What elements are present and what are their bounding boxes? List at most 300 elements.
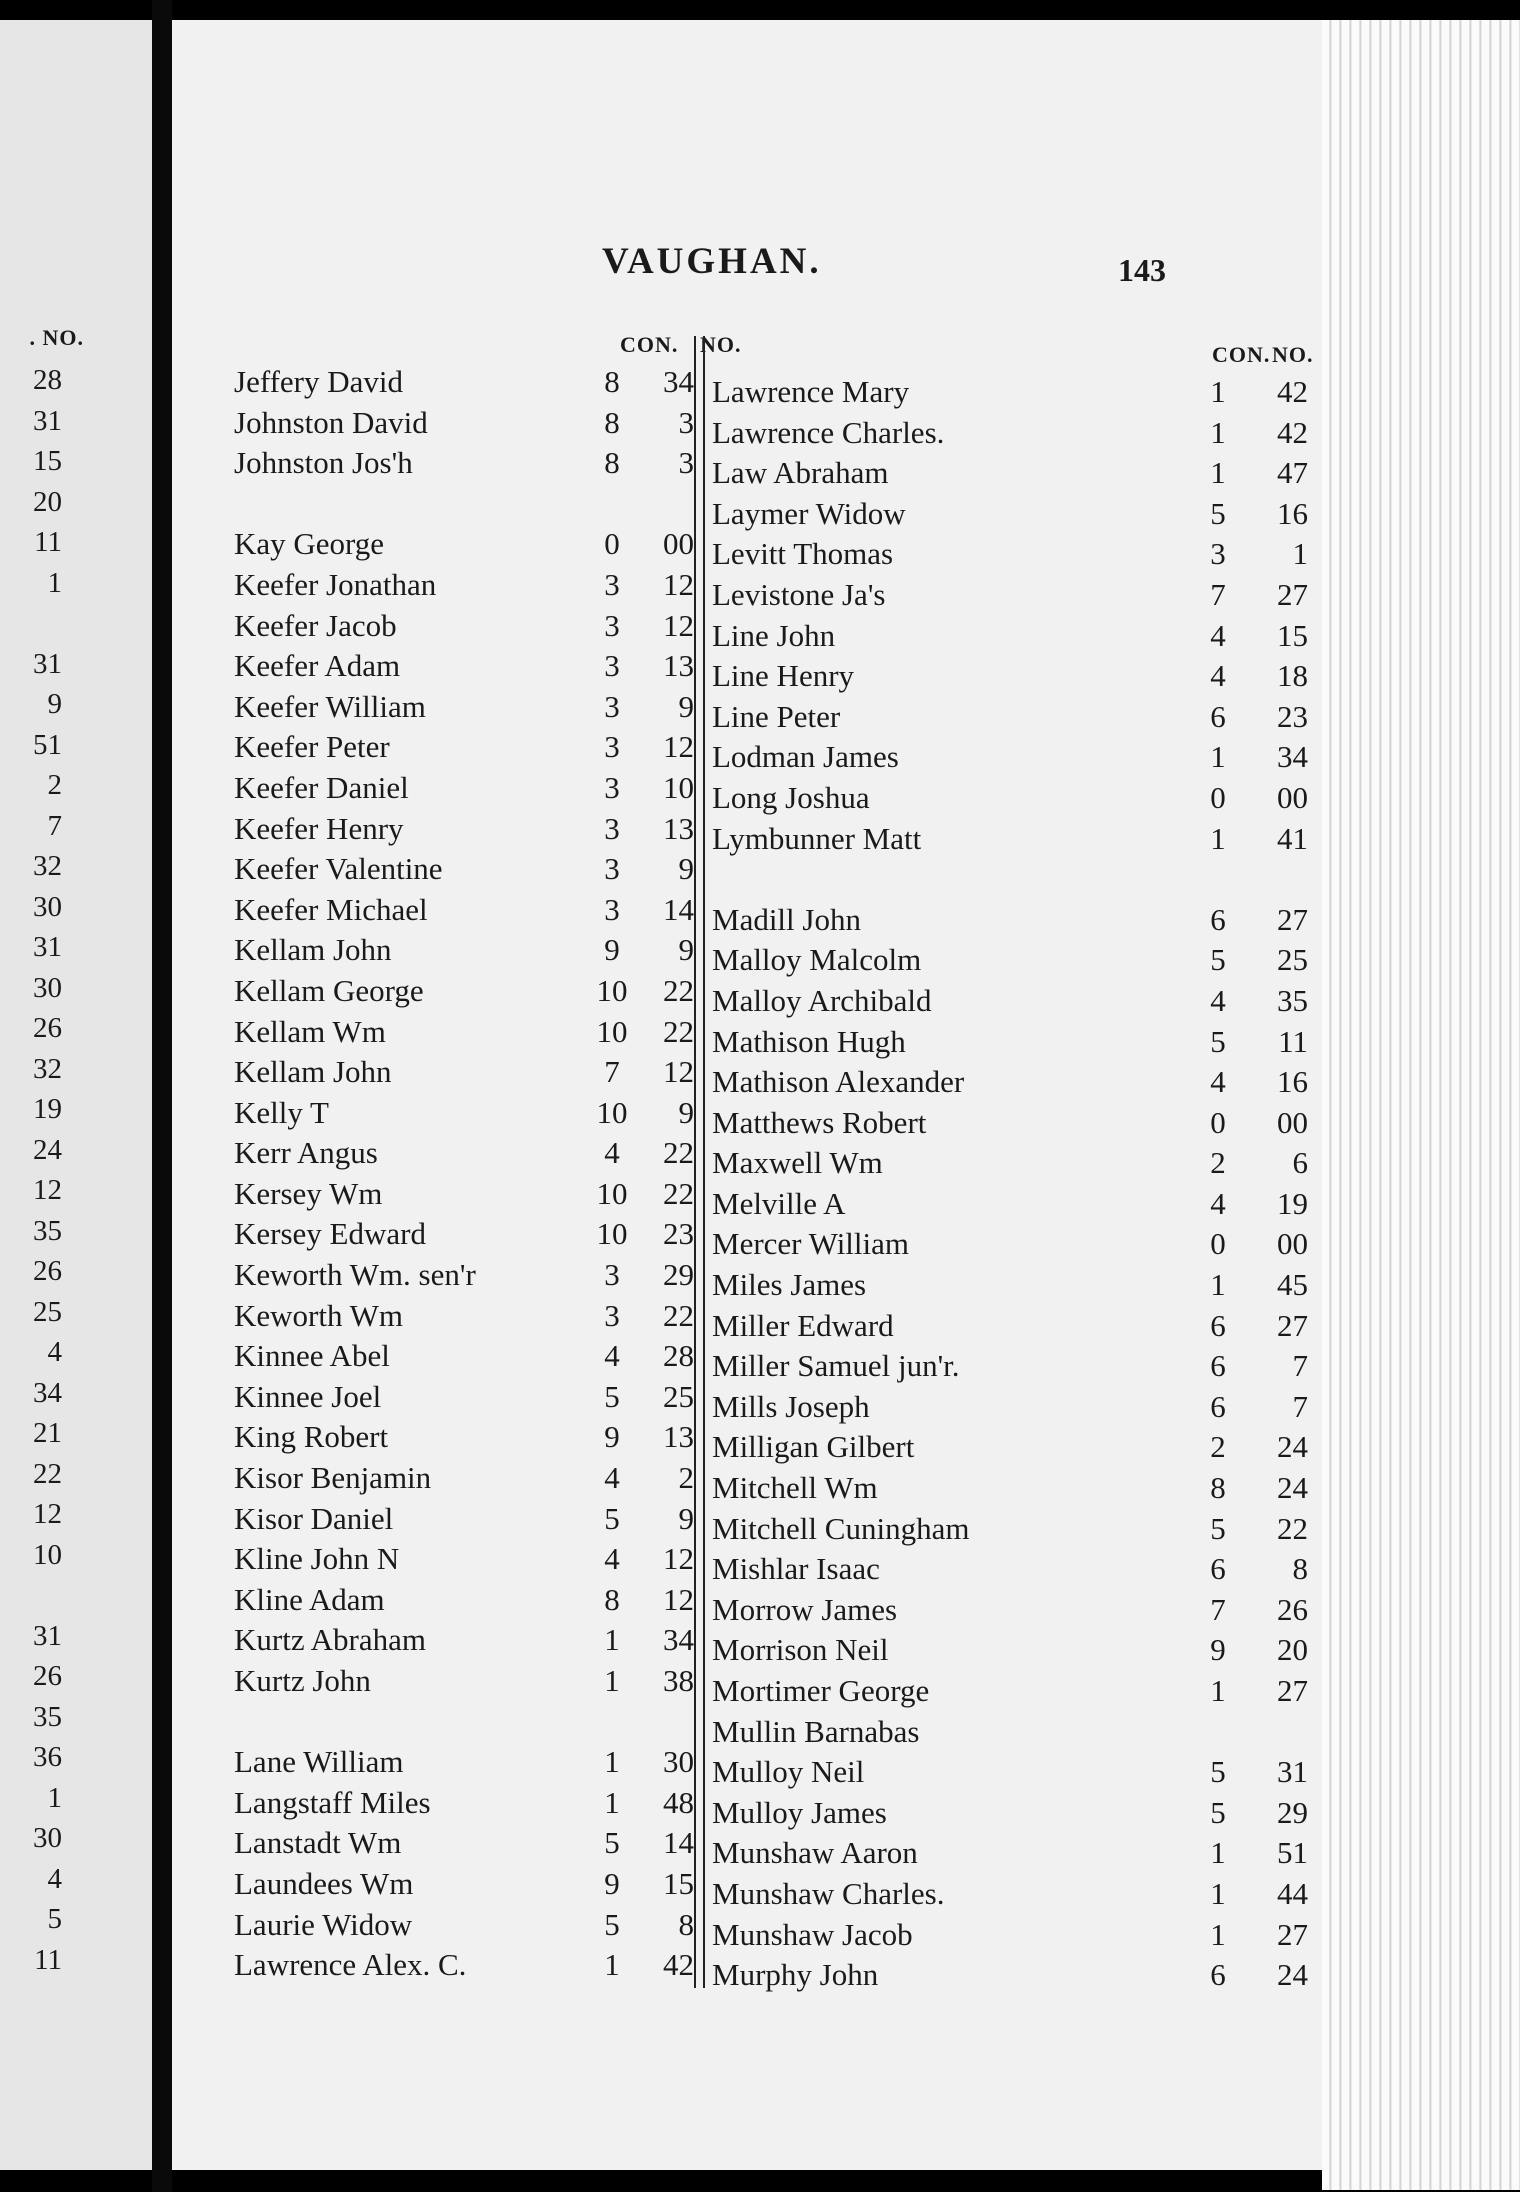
entry-no: 24	[1277, 1429, 1308, 1465]
entry-no: 12	[663, 566, 694, 602]
entry-no: 14	[663, 1825, 694, 1861]
list-item	[712, 1346, 1308, 1387]
entry-con: 3	[604, 729, 620, 765]
entry-name: Kline Adam	[234, 1581, 385, 1617]
list-item	[234, 1905, 744, 1946]
entry-no: 27	[1277, 901, 1308, 937]
entry-name: Miller Edward	[712, 1307, 894, 1343]
entry-name: Murphy John	[712, 1957, 879, 1993]
entry-name: Keefer Henry	[234, 810, 404, 846]
entry-no: 16	[1277, 495, 1308, 531]
list-item	[712, 778, 1308, 819]
entry-con: 4	[604, 1541, 620, 1577]
entry-con: 3	[604, 566, 620, 602]
entry-con: 10	[596, 972, 628, 1008]
entry-no: 42	[1277, 374, 1308, 409]
entry-no: 27	[1277, 576, 1308, 612]
list-item	[712, 656, 1308, 697]
entry-con: 5	[1210, 495, 1226, 531]
entry-con: 0	[604, 526, 620, 562]
entry-no: 3	[678, 404, 694, 440]
list-item	[234, 565, 744, 606]
list-item	[712, 1022, 1308, 1063]
list-item	[234, 1702, 744, 1743]
facing-page-number: 34	[33, 1376, 62, 1409]
page	[172, 20, 1322, 2170]
entry-con: 2	[1210, 1429, 1226, 1465]
list-item	[234, 971, 744, 1012]
list-item	[234, 1458, 744, 1499]
entry-name: Keefer Michael	[234, 891, 428, 927]
facing-page-number: 25	[33, 1295, 62, 1328]
facing-page-number: 7	[47, 809, 62, 842]
entry-name: Kellam Wm	[234, 1013, 386, 1049]
entry-con: 9	[1210, 1632, 1226, 1668]
entry-name: Kurtz John	[234, 1663, 371, 1698]
facing-page-fragment	[0, 20, 152, 2170]
list-item	[712, 1103, 1308, 1144]
entry-con: 3	[604, 810, 620, 846]
list-item	[712, 1387, 1308, 1428]
entry-name: Lawrence Charles.	[712, 414, 945, 450]
list-item	[712, 1793, 1308, 1834]
facing-page-number: 2	[47, 769, 62, 801]
entry-name: Keefer Daniel	[234, 769, 409, 805]
facing-page-number: 35	[33, 1214, 62, 1247]
entry-con: 3	[604, 648, 620, 684]
entry-con: 5	[604, 1500, 620, 1536]
facing-page-number: 31	[33, 404, 62, 437]
entry-con: 0	[1210, 1104, 1226, 1140]
list-item	[234, 1214, 744, 1255]
entry-con: 9	[604, 1865, 620, 1901]
entry-name: Miller Samuel jun'r.	[712, 1348, 960, 1384]
entry-con: 10	[596, 1216, 628, 1252]
entry-name: Madill John	[712, 901, 861, 937]
entry-no: 22	[1277, 1510, 1308, 1546]
column-rule	[694, 336, 705, 1988]
entry-no: 12	[663, 1054, 694, 1090]
entry-con: 1	[604, 1947, 620, 1983]
entry-name: Keefer Peter	[234, 729, 390, 765]
entry-no: 15	[663, 1865, 694, 1901]
entry-con: 1	[1210, 1267, 1226, 1303]
entry-con: 3	[604, 851, 620, 887]
entry-no: 22	[663, 1135, 694, 1171]
entry-con: 6	[1210, 1388, 1226, 1424]
entry-name: Laundees Wm	[234, 1865, 414, 1901]
entry-con: 5	[604, 1378, 620, 1414]
list-item	[712, 453, 1308, 494]
list-item	[234, 768, 744, 809]
entry-no: 22	[663, 972, 694, 1008]
entry-name: Keefer Jacob	[234, 607, 397, 643]
entry-name: Levitt Thomas	[712, 536, 894, 572]
entry-con: 8	[604, 445, 620, 481]
list-item	[234, 1783, 744, 1824]
entry-con: 5	[1210, 942, 1226, 978]
list-item	[234, 687, 744, 728]
entry-name: Munshaw Aaron	[712, 1835, 918, 1871]
facing-page-number: 5	[47, 1903, 62, 1935]
running-head: VAUGHAN.	[602, 241, 822, 282]
entry-name: Lawrence Alex. C.	[234, 1947, 467, 1983]
list-item	[234, 1052, 744, 1093]
facing-page-number: 31	[33, 1619, 62, 1652]
entry-no: 41	[1277, 820, 1308, 856]
entry-con: 3	[604, 1257, 620, 1293]
entry-con: 3	[604, 1297, 620, 1333]
facing-page-numbers	[0, 360, 62, 1980]
list-item	[234, 606, 744, 647]
facing-page-number: 30	[33, 971, 62, 1004]
right-entries	[712, 372, 1308, 1996]
list-item	[712, 1265, 1308, 1306]
list-item	[712, 1833, 1308, 1874]
no-header: NO.	[700, 332, 742, 357]
list-item	[234, 403, 744, 444]
entry-con: 6	[1210, 901, 1226, 937]
entry-no: 23	[663, 1216, 694, 1252]
entry-no: 9	[678, 932, 694, 968]
list-item	[234, 1174, 744, 1215]
entry-no: 6	[1292, 1145, 1308, 1181]
entry-no: 22	[663, 1013, 694, 1049]
entry-con: 5	[1210, 1794, 1226, 1830]
entry-name: Keefer Jonathan	[234, 566, 437, 602]
entry-no: 9	[678, 688, 694, 724]
list-item	[234, 1864, 744, 1905]
entry-no: 12	[663, 607, 694, 643]
entry-no: 12	[663, 729, 694, 765]
left-entries	[234, 362, 744, 1986]
list-item	[234, 1661, 744, 1702]
entry-con: 1	[1210, 374, 1226, 409]
entry-con: 1	[604, 1663, 620, 1698]
list-item	[234, 809, 744, 850]
list-item	[712, 1062, 1308, 1103]
entry-name: Keworth Wm	[234, 1297, 404, 1333]
entry-con: 5	[604, 1825, 620, 1861]
entry-name: Mercer William	[712, 1226, 910, 1262]
entry-name: Lawrence Mary	[712, 374, 910, 409]
list-item	[234, 443, 744, 484]
entry-name: Kellam John	[234, 932, 392, 968]
entry-no: 27	[1277, 1916, 1308, 1952]
list-item	[712, 1427, 1308, 1468]
list-item	[234, 890, 744, 931]
list-item	[712, 900, 1308, 941]
entry-no: 29	[1277, 1794, 1308, 1830]
right-column	[712, 342, 1314, 1996]
entry-no: 3	[678, 445, 694, 481]
entry-no: 23	[1277, 698, 1308, 734]
entry-con: 7	[1210, 576, 1226, 612]
list-item	[234, 930, 744, 971]
entry-name: Lanstadt Wm	[234, 1825, 402, 1861]
entry-no: 29	[663, 1257, 694, 1293]
entry-no: 12	[663, 1581, 694, 1617]
entry-name: Laymer Widow	[712, 495, 906, 531]
facing-page-number: 31	[33, 647, 62, 680]
facing-page-number	[0, 1575, 62, 1616]
entry-name: Mishlar Isaac	[712, 1551, 880, 1587]
list-item	[234, 362, 744, 403]
list-item	[234, 1377, 744, 1418]
entry-name: Morrow James	[712, 1591, 898, 1627]
entry-no: 24	[1277, 1957, 1308, 1993]
entry-con: 9	[604, 1419, 620, 1455]
con-header: CON.	[1212, 342, 1271, 367]
facing-page-number: 30	[33, 890, 62, 923]
entry-con: 1	[1210, 414, 1226, 450]
page-number: 143	[1118, 252, 1166, 288]
entry-no: 11	[1278, 1023, 1308, 1059]
entry-name: Mullin Barnabas	[712, 1713, 920, 1749]
entry-name: King Robert	[234, 1419, 389, 1455]
left-column-header	[234, 332, 744, 362]
list-item	[234, 1823, 744, 1864]
entry-con: 1	[1210, 1673, 1226, 1708]
entry-con: 10	[596, 1175, 628, 1211]
entry-name: Milligan Gilbert	[712, 1429, 915, 1465]
entry-no: 00	[1277, 1104, 1308, 1140]
entry-name: Levistone Ja's	[712, 576, 886, 612]
list-item	[712, 1590, 1308, 1631]
entry-con: 5	[1210, 1023, 1226, 1059]
facing-page-number: 12	[33, 1498, 62, 1530]
facing-page-number: 4	[47, 1862, 62, 1895]
entry-no: 15	[1277, 617, 1308, 653]
entry-con: 4	[1210, 617, 1226, 653]
entry-name: Kersey Edward	[234, 1216, 426, 1252]
entry-con: 4	[604, 1135, 620, 1171]
list-item	[712, 859, 1252, 900]
entry-name: Maxwell Wm	[712, 1145, 883, 1181]
list-item	[712, 1955, 1308, 1996]
entry-con: 4	[1210, 1185, 1226, 1221]
entry-name: Kerr Angus	[234, 1135, 378, 1171]
entry-name: Miles James	[712, 1267, 867, 1303]
entry-con: 0	[1210, 1226, 1226, 1262]
entry-con: 0	[1210, 779, 1226, 815]
facing-page-number: 11	[34, 1943, 62, 1976]
entry-no: 24	[1277, 1470, 1308, 1506]
facing-page-number: 26	[33, 1012, 62, 1044]
entry-no: 25	[663, 1378, 694, 1414]
left-column	[234, 332, 744, 1986]
entry-no: 19	[1277, 1185, 1308, 1221]
entry-name: Lodman James	[712, 739, 899, 775]
facing-page-number: 20	[33, 485, 62, 518]
entry-name: Matthews Robert	[712, 1104, 927, 1140]
entry-name: Munshaw Charles.	[712, 1875, 945, 1911]
entry-con: 4	[1210, 658, 1226, 694]
entry-no: 28	[663, 1338, 694, 1374]
facing-page-number: 36	[33, 1741, 62, 1773]
list-item	[712, 697, 1308, 738]
entry-con: 1	[604, 1744, 620, 1780]
entry-name: Mulloy James	[712, 1794, 887, 1830]
right-column-header	[712, 342, 1314, 372]
entry-no: 13	[663, 648, 694, 684]
entry-con: 1	[1210, 739, 1226, 775]
entry-con: 4	[604, 1338, 620, 1374]
entry-no: 44	[1277, 1875, 1308, 1911]
list-item	[712, 1143, 1308, 1184]
page-edges	[1322, 20, 1520, 2190]
entry-name: Kersey Wm	[234, 1175, 383, 1211]
entry-no: 13	[663, 810, 694, 846]
entry-con: 6	[1210, 1348, 1226, 1384]
list-item	[712, 1671, 1308, 1712]
entry-con: 1	[604, 1622, 620, 1658]
facing-page-number: 32	[33, 850, 62, 882]
list-item	[712, 616, 1308, 657]
entry-no: 16	[1277, 1064, 1308, 1100]
list-item	[234, 646, 744, 687]
entry-name: Langstaff Miles	[234, 1784, 431, 1820]
entry-no: 26	[1277, 1591, 1308, 1627]
entry-name: Kisor Benjamin	[234, 1460, 432, 1496]
entry-no: 34	[663, 1622, 694, 1658]
entry-name: Munshaw Jacob	[712, 1916, 913, 1952]
list-item	[712, 981, 1308, 1022]
entry-con: 5	[1210, 1510, 1226, 1546]
list-item	[712, 1184, 1308, 1225]
list-item	[234, 1742, 744, 1783]
list-item	[712, 940, 1308, 981]
entry-name: Melville A	[712, 1185, 846, 1221]
entry-name: Keefer William	[234, 688, 426, 724]
entry-con: 8	[1210, 1470, 1226, 1506]
entry-name: Law Abraham	[712, 455, 889, 491]
entry-con: 6	[1210, 1307, 1226, 1343]
facing-page-number: 28	[33, 364, 62, 396]
list-item	[712, 494, 1308, 535]
entry-con: 3	[604, 607, 620, 643]
list-item	[712, 534, 1308, 575]
entry-name: Mathison Hugh	[712, 1023, 906, 1059]
entry-con: 5	[1210, 1754, 1226, 1790]
facing-page-number: 51	[33, 728, 62, 761]
entry-con: 1	[1210, 1916, 1226, 1952]
list-item	[712, 1752, 1308, 1793]
facing-page-number: 4	[47, 1336, 62, 1368]
entry-no: 27	[1277, 1307, 1308, 1343]
entry-no: 22	[663, 1297, 694, 1333]
list-item	[712, 1468, 1308, 1509]
facing-page-number: 9	[47, 688, 62, 720]
entry-name: Mortimer George	[712, 1673, 930, 1708]
entry-name: Malloy Malcolm	[712, 942, 922, 978]
entry-name: Line Henry	[712, 658, 855, 694]
entry-con: 7	[604, 1054, 620, 1090]
facing-page-number: 30	[33, 1822, 62, 1854]
entry-con: 1	[1210, 455, 1226, 491]
entry-no: 25	[1277, 942, 1308, 978]
entry-no: 47	[1277, 455, 1308, 491]
list-item	[712, 1549, 1308, 1590]
entry-con: 5	[604, 1906, 620, 1942]
list-item	[712, 372, 1308, 413]
entry-no: 51	[1277, 1835, 1308, 1871]
list-item	[234, 1012, 744, 1053]
entry-name: Line John	[712, 617, 836, 653]
entry-name: Jeffery David	[234, 364, 404, 399]
entry-con: 3	[604, 769, 620, 805]
facing-page-number: 1	[47, 1781, 62, 1814]
entry-name: Lane William	[234, 1744, 404, 1780]
entry-no: 7	[1292, 1348, 1308, 1384]
facing-page-number: 22	[33, 1457, 62, 1490]
list-item	[712, 1509, 1308, 1550]
con-header: CON.	[620, 332, 679, 357]
entry-no: 9	[678, 851, 694, 887]
entry-name: Kellam George	[234, 972, 424, 1008]
entry-no: 22	[663, 1175, 694, 1211]
facing-page-number: 11	[34, 526, 62, 558]
entry-no: 48	[663, 1784, 694, 1820]
list-item	[712, 1630, 1308, 1671]
entry-name: Mitchell Cuningham	[712, 1510, 970, 1546]
list-item	[712, 819, 1308, 860]
entry-no: 7	[1292, 1388, 1308, 1424]
entry-con: 6	[1210, 1551, 1226, 1587]
entry-no: 14	[663, 891, 694, 927]
facing-page-number: 35	[33, 1700, 62, 1733]
book-gutter	[152, 0, 172, 2192]
list-item	[234, 1945, 744, 1986]
entry-con: 1	[604, 1784, 620, 1820]
facing-page-number: 32	[33, 1052, 62, 1085]
entry-no: 30	[663, 1744, 694, 1780]
list-item	[712, 413, 1308, 454]
entry-name: Mathison Alexander	[712, 1064, 965, 1100]
entry-name: Lymbunner Matt	[712, 820, 922, 856]
facing-page-number: 24	[33, 1133, 62, 1166]
facing-page-header: . NO.	[29, 325, 84, 350]
entry-no: 18	[1277, 658, 1308, 694]
entry-name: Kinnee Abel	[234, 1338, 390, 1374]
facing-page-number: 12	[33, 1174, 62, 1206]
entry-con: 9	[604, 932, 620, 968]
entry-no: 00	[663, 526, 694, 562]
entry-name: Kisor Daniel	[234, 1500, 394, 1536]
list-item	[234, 1093, 744, 1134]
entry-name: Kurtz Abraham	[234, 1622, 426, 1658]
entry-no: 34	[663, 364, 694, 399]
entry-no: 27	[1277, 1673, 1308, 1708]
entry-no: 31	[1277, 1754, 1308, 1790]
entry-no: 00	[1277, 779, 1308, 815]
list-item	[234, 1539, 744, 1580]
entry-no: 35	[1277, 982, 1308, 1018]
list-item	[234, 1296, 744, 1337]
entry-con: 4	[1210, 1064, 1226, 1100]
entry-con: 8	[604, 1581, 620, 1617]
entry-no: 10	[663, 769, 694, 805]
entry-name: Keefer Valentine	[234, 851, 443, 887]
entry-name: Johnston Jos'h	[234, 445, 413, 481]
facing-page-number: 15	[33, 445, 62, 477]
entry-name: Keefer Adam	[234, 648, 401, 684]
list-item	[234, 484, 744, 525]
entry-con: 3	[604, 891, 620, 927]
list-item	[234, 1580, 744, 1621]
list-item	[234, 524, 744, 565]
entry-con: 3	[1210, 536, 1226, 572]
